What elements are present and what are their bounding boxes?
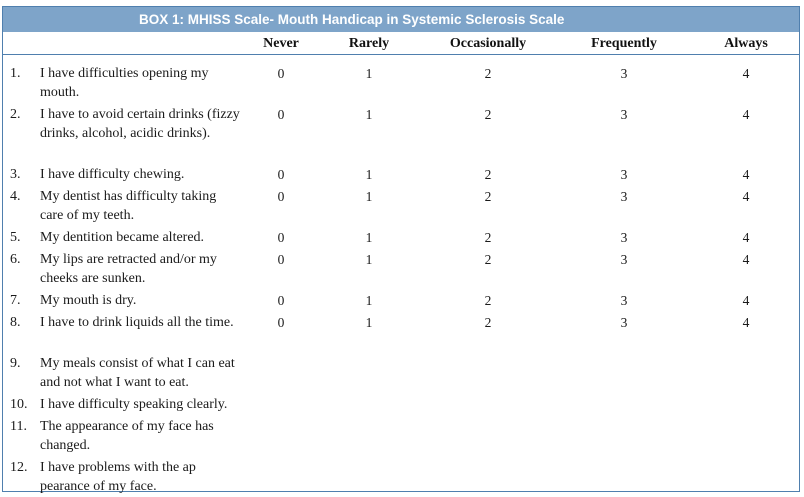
- score-value: 2: [484, 189, 492, 204]
- score-value: 3: [620, 107, 628, 122]
- item-number: 12.: [10, 460, 28, 475]
- item-number: 10.: [10, 397, 28, 412]
- score-value: 1: [365, 315, 373, 330]
- item-number: 2.: [10, 107, 21, 122]
- score-value: 1: [365, 189, 373, 204]
- score-value: 4: [742, 167, 750, 182]
- mhiss-box: [2, 6, 800, 492]
- item-text: I have to drink liquids all the time.: [40, 315, 234, 330]
- score-value: 4: [742, 293, 750, 308]
- column-header-frequently: Frequently: [591, 36, 657, 51]
- score-value: 2: [484, 66, 492, 81]
- score-value: 2: [484, 293, 492, 308]
- item-text: My dentition became altered.: [40, 230, 205, 245]
- score-value: 4: [742, 230, 750, 245]
- score-value: 0: [277, 167, 285, 182]
- item-number: 6.: [10, 252, 21, 267]
- score-value: 4: [742, 189, 750, 204]
- item-number: 5.: [10, 230, 21, 245]
- score-value: 2: [484, 230, 492, 245]
- score-value: 2: [484, 252, 492, 267]
- score-value: 3: [620, 293, 628, 308]
- score-value: 1: [365, 230, 373, 245]
- score-value: 4: [742, 252, 750, 267]
- column-header-row: [3, 32, 799, 54]
- item-text: I have difficulties opening my mouth.: [40, 66, 209, 100]
- score-value: 0: [277, 189, 285, 204]
- score-value: 4: [742, 66, 750, 81]
- item-text: I have to avoid certain drinks (fizzy drinks, alcohol, acidic drinks).: [40, 107, 240, 141]
- item-number: 7.: [10, 293, 21, 308]
- score-value: 0: [277, 66, 285, 81]
- score-value: 3: [620, 252, 628, 267]
- item-number: 9.: [10, 356, 21, 371]
- score-value: 3: [620, 315, 628, 330]
- column-header-never: Never: [263, 36, 299, 51]
- score-value: 2: [484, 167, 492, 182]
- item-text: I have difficulty chewing.: [40, 167, 185, 182]
- score-value: 4: [742, 107, 750, 122]
- score-value: 1: [365, 107, 373, 122]
- score-value: 2: [484, 107, 492, 122]
- score-value: 0: [277, 252, 285, 267]
- score-value: 2: [484, 315, 492, 330]
- score-value: 0: [277, 230, 285, 245]
- item-text: My meals consist of what I can eat and not what I want to eat.: [40, 356, 235, 390]
- column-header-rarely: Rarely: [348, 36, 390, 51]
- score-value: 3: [620, 230, 628, 245]
- item-number: 11.: [10, 419, 27, 434]
- item-text: My dentist has difficulty taking care of my teeth.: [40, 189, 217, 223]
- column-header-occasionally: Occasionally: [449, 36, 527, 51]
- item-number: 3.: [10, 167, 21, 182]
- item-text: I have difficulty speaking clearly.: [40, 397, 228, 412]
- score-value: 0: [277, 315, 285, 330]
- score-value: 3: [620, 66, 628, 81]
- item-number: 4.: [10, 189, 21, 204]
- header-rule: [3, 54, 799, 55]
- score-value: 1: [365, 66, 373, 81]
- item-text: My lips are retracted and/or my cheeks are sunken.: [40, 252, 217, 286]
- box-title: BOX 1: MHISS Scale- Mouth Handicap in Systemic Sclerosis Scale: [3, 7, 799, 32]
- item-number: 1.: [10, 66, 21, 81]
- score-value: 1: [365, 167, 373, 182]
- score-value: 1: [365, 252, 373, 267]
- item-number: 8.: [10, 315, 21, 330]
- item-text: The appearance of my face has changed.: [40, 419, 214, 453]
- score-value: 0: [277, 293, 285, 308]
- score-value: 0: [277, 107, 285, 122]
- score-value: 3: [620, 167, 628, 182]
- score-value: 4: [742, 315, 750, 330]
- item-text: I have problems with the ap pearance of my face.: [40, 460, 196, 494]
- item-text: My mouth is dry.: [40, 293, 137, 308]
- column-header-always: Always: [724, 36, 768, 51]
- score-value: 1: [365, 293, 373, 308]
- score-value: 3: [620, 189, 628, 204]
